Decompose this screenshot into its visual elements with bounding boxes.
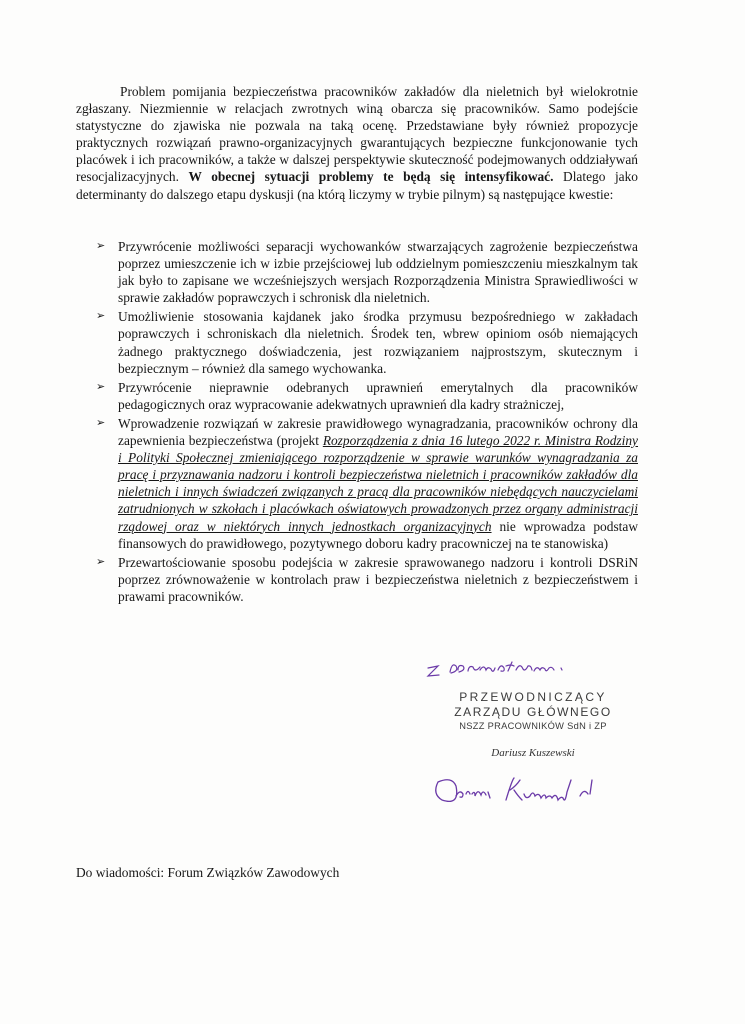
arrow-bullet-icon: ➢	[96, 240, 106, 252]
stamp-organization: NSZZ PRACOWNIKÓW SdN i ZP	[459, 721, 607, 731]
arrow-bullet-icon: ➢	[96, 416, 106, 429]
intro-bold-text: W obecnej sytuacji problemy te będą się intensyfikować.	[188, 169, 554, 185]
handwritten-greeting	[418, 648, 588, 688]
list-item-text: Przywrócenie możliwości separacji wychowanków stwarzających zagrożenie bezpieczeństwa poprzez umieszczenie ich w izbie przejściowej lub oddzielnym pomieszczeniu mieszkalnym tak jak było to zapisane we wcześniejszych wersjach Rozporządzenia Ministra Sprawiedliwości w sprawie zakładów poprawczych i schronisk dla nieletnich.	[118, 239, 638, 306]
arrow-bullet-icon: ➢	[96, 380, 106, 393]
list-item	[96, 554, 638, 605]
cc-line: Do wiadomości: Forum Związków Zawodowych	[76, 865, 340, 880]
arrow-bullet-icon: ➢	[96, 555, 106, 568]
stamp-title: PRZEWODNICZĄCY	[459, 690, 607, 704]
handwritten-signature	[430, 772, 620, 812]
list-item-text: Umożliwienie stosowania kajdanek jako środka przymusu bezpośredniego w zakładach poprawczych i schroniskach dla nieletnich. Środek ten, wbrew opiniom osób niemających żadnego praktycznego doświadczenia, jest rozwiązaniem najprostszym, skutecznym i bezpiecznym – również dla samego wychowanka.	[118, 309, 638, 376]
regulation-citation: Rozporządzenia z dnia 16 lutego 2022 r. Ministra Rodziny i Polityki Społecznej zmieniającego rozporządzenie w sprawie warunków wynagradzania za pracę i przyznawania nadzoru i kontroli bezpieczeństwa nieletnich i pracowników zakładów dla nieletnich i innych świadczeń związanych z pracą dla pracowników niebędących nauczycielami zatrudnionych w szkołach i placówkach oświatowych prowadzonych przez organy administracji rządowej oraz w niektórych innych jednostkach organizacyjnych	[118, 433, 639, 534]
intro-text-2: Dlatego jako determinanty do dalszego etapu dyskusji (na którą liczymy w trybie pilnym) są następujące kwestie:	[76, 169, 639, 202]
stamp-name: Dariusz Kuszewski	[491, 747, 575, 759]
arrow-bullet-icon: ➢	[96, 310, 106, 323]
intro-paragraph	[76, 83, 638, 203]
list-item-text: Przywrócenie nieprawnie odebranych uprawnień emerytalnych dla pracowników pedagogicznych oraz wypracowanie adekwatnych uprawnień dla kadry strażniczej,	[118, 379, 638, 412]
list-item-text-cont: nie wprowadza podstaw finansowych do prawidłowego, pozytywnego doboru kadry pracowniczej na te stanowiska)	[118, 518, 638, 551]
list-item	[96, 379, 638, 413]
intro-text-1: Problem pomijania bezpieczeństwa pracowników zakładów dla nieletnich był wielokrotnie zgłaszany. Niezmiennie w relacjach zwrotnych winą obarcza się pracowników. Samo podejście statystyczne do zjawiska nie pozwala na taką ocenę. Przedstawiane były również propozycje praktycznych rozwiązań prawno-organizacyjnych gwarantujących bezpieczne funkcjonowanie tych placówek i ich pracowników, a także w dalszej perspektywie skuteczność podejmowanych oddziaływań resocjalizacyjnych.	[76, 84, 638, 185]
list-item	[96, 415, 638, 552]
official-stamp	[433, 690, 633, 759]
list-item	[96, 238, 638, 306]
list-item	[96, 308, 638, 376]
list-item-text: Wprowadzenie rozwiązań w zakresie prawidłowego wynagradzania, pracowników ochrony dla zapewnienia bezpieczeństwa (projekt	[118, 415, 638, 449]
stamp-board: ZARZĄDU GŁÓWNEGO	[454, 705, 612, 719]
list-item-text: Przewartościowanie sposobu podejścia w zakresie sprawowanego nadzoru i kontroli DSRiN poprzez zrównoważenie w kontrolach praw i bezpieczeństwa nieletnich z bezpieczeństwem i prawami pracowników.	[118, 554, 638, 604]
demands-list	[96, 238, 638, 607]
